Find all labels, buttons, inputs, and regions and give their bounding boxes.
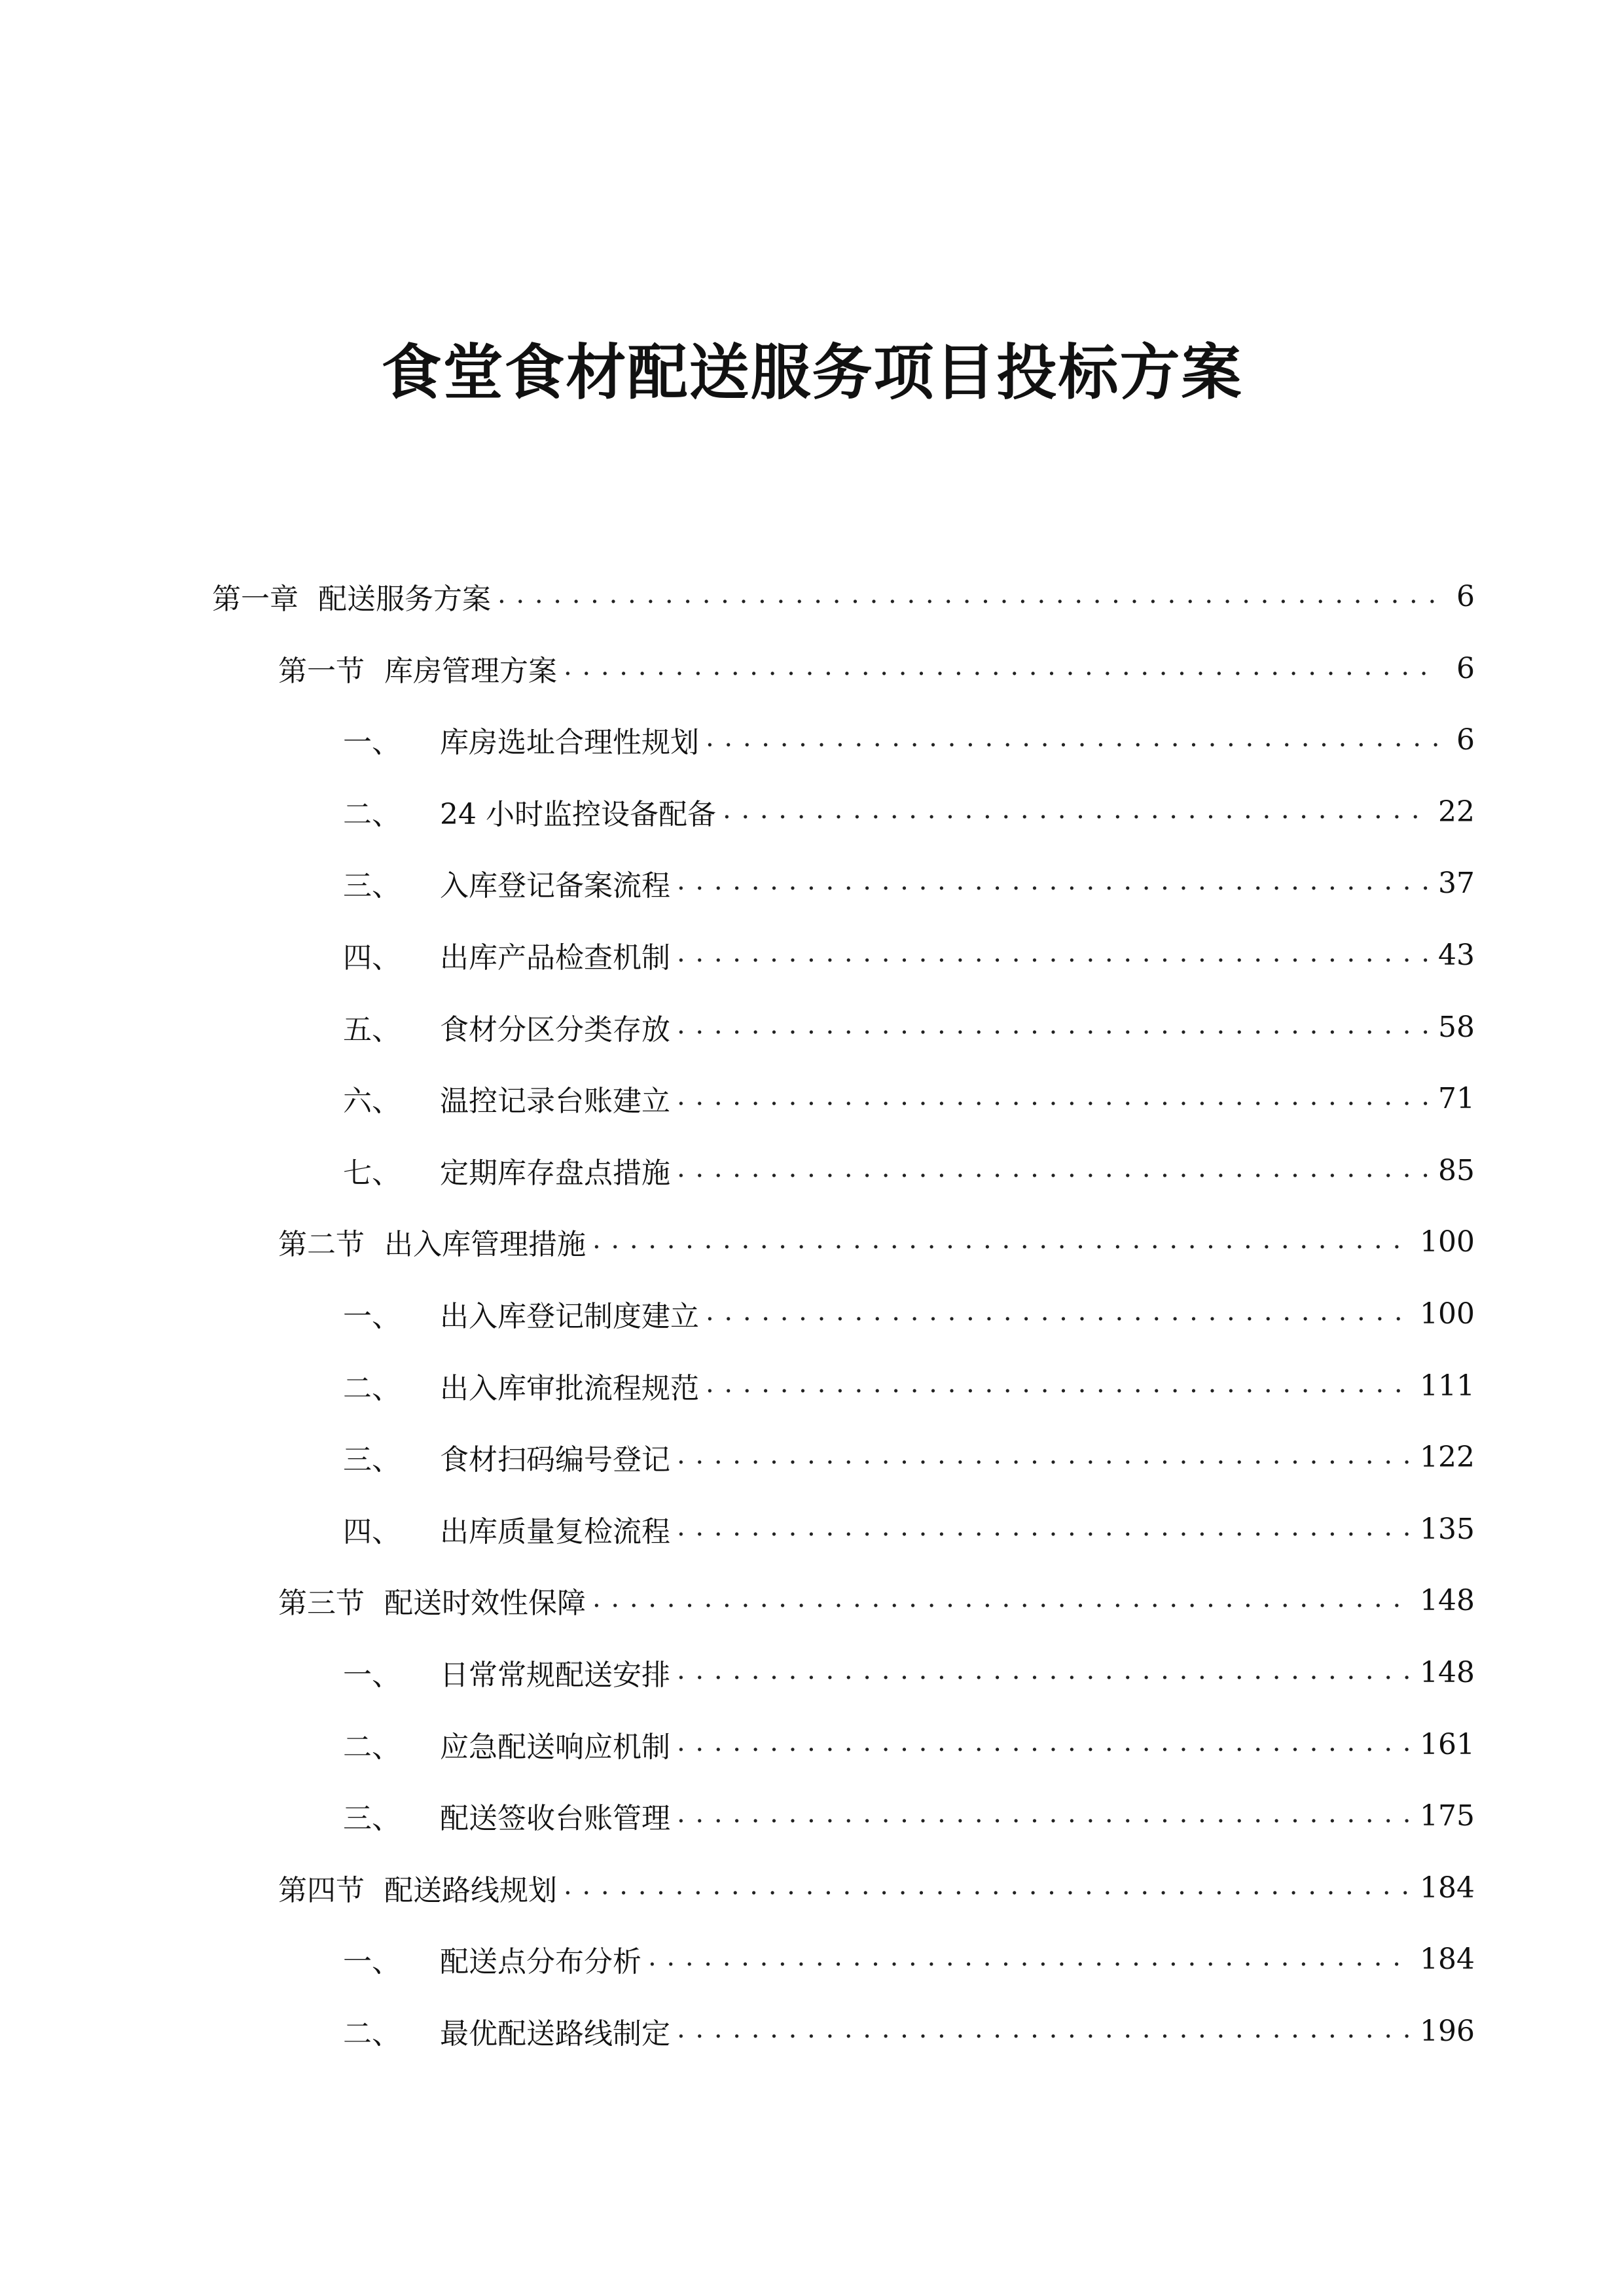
toc-entry-page-number: 175	[1420, 1799, 1475, 1833]
toc-entry[interactable]	[343, 1144, 1475, 1196]
toc-entry-page-number: 85	[1438, 1153, 1475, 1187]
toc-entry-number: 四、	[343, 941, 401, 975]
toc-dot-leader	[677, 1144, 1429, 1196]
toc-entry[interactable]	[343, 1646, 1475, 1698]
toc-dot-leader	[497, 570, 1439, 622]
toc-entry[interactable]	[343, 713, 1475, 766]
toc-entry[interactable]	[278, 1574, 1475, 1626]
toc-entry-page-number: 6	[1456, 723, 1475, 757]
toc-entry-number: 一、	[343, 1659, 401, 1692]
toc-entry-page-number: 100	[1420, 1297, 1475, 1331]
document-title: 食堂食材配送服务项目投标方案	[381, 338, 1243, 408]
toc-entry-number: 六、	[343, 1085, 401, 1118]
toc-dot-leader	[677, 1431, 1411, 1483]
toc-entry-label: 库房管理方案	[384, 655, 557, 688]
toc-entry-label: 24 小时监控设备配备	[440, 798, 716, 831]
toc-entry-label: 配送时效性保障	[384, 1587, 586, 1620]
toc-entry-number: 二、	[343, 1731, 401, 1764]
toc-entry-number: 三、	[343, 1802, 401, 1835]
toc-entry-number: 三、	[343, 1443, 401, 1477]
toc-dot-leader	[677, 2005, 1411, 2057]
toc-entry-label: 食材分区分类存放	[440, 1013, 670, 1047]
toc-entry[interactable]	[343, 1718, 1475, 1770]
toc-entry-page-number: 71	[1438, 1081, 1475, 1115]
toc-dot-leader	[677, 1646, 1411, 1698]
toc-dot-leader	[564, 1861, 1411, 1914]
toc-entry-page-number: 122	[1420, 1440, 1475, 1474]
toc-dot-leader	[706, 713, 1439, 766]
toc-dot-leader	[592, 1574, 1411, 1626]
toc-entry-number: 第三节	[278, 1587, 365, 1620]
toc-entry[interactable]	[278, 1215, 1475, 1268]
toc-entry[interactable]	[343, 1431, 1475, 1483]
toc-entry[interactable]	[278, 1861, 1475, 1914]
toc-entry[interactable]	[343, 1287, 1475, 1340]
toc-entry-page-number: 196	[1420, 2014, 1475, 2048]
toc-dot-leader	[677, 1789, 1411, 1842]
toc-entry-number: 第一章	[212, 583, 298, 616]
toc-entry-number: 第四节	[278, 1874, 365, 1907]
toc-entry[interactable]	[343, 1789, 1475, 1842]
toc-entry-page-number: 22	[1438, 795, 1475, 829]
toc-entry-page-number: 148	[1420, 1655, 1475, 1689]
toc-dot-leader	[677, 1718, 1411, 1770]
toc-entry-number: 第二节	[278, 1228, 365, 1261]
toc-entry-page-number: 111	[1420, 1369, 1475, 1403]
toc-entry-number: 一、	[343, 1945, 401, 1979]
toc-entry-label: 出入库管理措施	[384, 1228, 586, 1261]
toc-entry[interactable]	[343, 929, 1475, 981]
toc-entry-page-number: 184	[1420, 1871, 1475, 1905]
toc-entry[interactable]	[343, 1933, 1475, 1985]
toc-entry[interactable]	[278, 642, 1475, 694]
toc-entry-page-number: 100	[1420, 1225, 1475, 1259]
toc-entry-page-number: 58	[1438, 1010, 1475, 1044]
toc-entry[interactable]	[212, 570, 1475, 622]
toc-entry-page-number: 161	[1420, 1727, 1475, 1761]
toc-entry-label: 食材扫码编号登记	[440, 1443, 670, 1477]
toc-entry[interactable]	[343, 1001, 1475, 1053]
toc-entry-label: 应急配送响应机制	[440, 1731, 670, 1764]
toc-dot-leader	[677, 929, 1429, 981]
toc-dot-leader	[592, 1215, 1411, 1268]
toc-entry-number: 七、	[343, 1157, 401, 1190]
toc-entry-label: 配送签收台账管理	[440, 1802, 670, 1835]
toc-entry-label: 入库登记备案流程	[440, 869, 670, 903]
toc-entry-page-number: 148	[1420, 1583, 1475, 1617]
toc-entry-label: 出库产品检查机制	[440, 941, 670, 975]
toc-entry-label: 出入库登记制度建立	[440, 1300, 699, 1333]
toc-entry-label: 配送点分布分析	[440, 1945, 641, 1979]
toc-entry-page-number: 135	[1420, 1512, 1475, 1546]
toc-entry[interactable]	[343, 785, 1475, 838]
toc-entry-page-number: 37	[1438, 866, 1475, 900]
toc-entry[interactable]	[343, 857, 1475, 909]
toc-entry-label: 温控记录台账建立	[440, 1085, 670, 1118]
toc-entry-label: 日常常规配送安排	[440, 1659, 670, 1692]
toc-entry-number: 四、	[343, 1515, 401, 1549]
toc-entry-label: 库房选址合理性规划	[440, 726, 699, 759]
toc-entry-label: 配送路线规划	[384, 1874, 557, 1907]
toc-entry[interactable]	[343, 1359, 1475, 1412]
toc-dot-leader	[706, 1359, 1411, 1412]
toc-entry-number: 二、	[343, 1372, 401, 1405]
toc-dot-leader	[706, 1287, 1411, 1340]
toc-dot-leader	[677, 1001, 1429, 1053]
toc-entry-number: 三、	[343, 869, 401, 903]
toc-entry[interactable]	[343, 1503, 1475, 1555]
toc-dot-leader	[723, 785, 1429, 838]
toc-entry-label: 出入库审批流程规范	[440, 1372, 699, 1405]
toc-entry-number: 一、	[343, 1300, 401, 1333]
toc-dot-leader	[648, 1933, 1411, 1985]
toc-dot-leader	[677, 1503, 1411, 1555]
toc-entry-page-number: 43	[1438, 938, 1475, 972]
toc-entry-number: 二、	[343, 798, 401, 831]
toc-entry-page-number: 184	[1420, 1942, 1475, 1976]
toc-dot-leader	[677, 1072, 1429, 1124]
toc-dot-leader	[677, 857, 1429, 909]
toc-entry-label: 最优配送路线制定	[440, 2017, 670, 2051]
toc-entry-label: 配送服务方案	[318, 583, 491, 616]
toc-entry-number: 五、	[343, 1013, 401, 1047]
toc-entry-label: 出库质量复检流程	[440, 1515, 670, 1549]
toc-entry-page-number: 6	[1456, 651, 1475, 685]
toc-entry-label: 定期库存盘点措施	[440, 1157, 670, 1190]
toc-dot-leader	[564, 642, 1439, 694]
toc-entry-page-number: 6	[1456, 579, 1475, 613]
toc-entry-number: 一、	[343, 726, 401, 759]
toc-entry[interactable]	[343, 1072, 1475, 1124]
toc-entry[interactable]	[343, 2005, 1475, 2057]
toc-entry-number: 二、	[343, 2017, 401, 2051]
toc-entry-number: 第一节	[278, 655, 365, 688]
